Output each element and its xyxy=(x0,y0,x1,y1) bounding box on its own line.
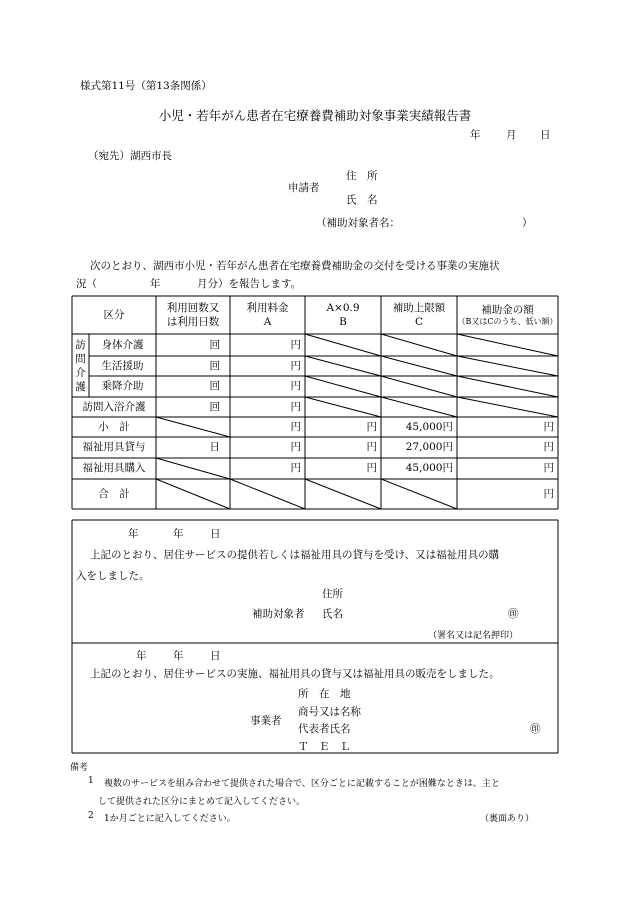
header-subsidy xyxy=(457,296,558,334)
b-unit: 円 xyxy=(366,420,377,433)
back-side-note: （裏面あり） xyxy=(480,814,535,824)
subtotal-label: 小 計 xyxy=(98,420,130,433)
count-unit: 回 xyxy=(209,400,220,413)
count-unit: 日 xyxy=(209,441,220,454)
header-count-line1: 利用回数又 xyxy=(166,301,220,314)
fee-unit: 円 xyxy=(290,359,301,372)
count-unit: 回 xyxy=(209,359,220,372)
seal-mark: ㊞ xyxy=(530,723,541,735)
subject-name-close: ） xyxy=(522,217,533,229)
limit-value: 27,000円 xyxy=(405,441,453,454)
addressee: （宛先）湖西市長 xyxy=(88,150,172,162)
row-label: 訪問入浴介護 xyxy=(82,400,146,413)
header-limit-line1: 補助上限額 xyxy=(392,301,446,314)
applicant-name-label: 氏 名 xyxy=(346,194,378,206)
group-label-char: 訪 xyxy=(75,338,86,351)
seal-mark: ㊞ xyxy=(508,608,519,620)
signature-note: （署名又は記名押印） xyxy=(428,631,519,641)
group-label-home-care xyxy=(72,334,89,397)
row-label: 身体介護 xyxy=(101,338,144,351)
page-title: 小児・若年がん患者在宅療養費補助対象事業実績報告書 xyxy=(158,108,472,123)
fee-unit: 円 xyxy=(290,380,301,393)
remarks-item2-number: 2 xyxy=(88,811,94,821)
header-category: 区分 xyxy=(103,308,125,321)
remarks-item1-number: 1 xyxy=(88,776,94,786)
header-axb-line1: A×0.9 xyxy=(326,301,360,314)
header-fee-line2: A xyxy=(263,316,272,328)
confirm1-text-2: 入をしました。 xyxy=(76,570,150,582)
form-number: 様式第11号（第13条関係） xyxy=(80,80,212,92)
header-subsidy-line1: 補助金の額 xyxy=(481,303,534,316)
fee-unit: 円 xyxy=(290,400,301,413)
intro-line-2-a: 況（ xyxy=(76,278,97,290)
fee-unit: 円 xyxy=(290,441,301,454)
date-year: 年 xyxy=(470,129,481,141)
remarks-item2-text: 1か月ごとに記入してください。 xyxy=(104,814,236,824)
header-axb-line2: B xyxy=(339,316,347,328)
b-unit: 円 xyxy=(366,441,377,454)
rental-label: 福祉用具貸与 xyxy=(82,441,146,454)
header-fee-line1: 利用料金 xyxy=(246,301,289,314)
count-unit: 回 xyxy=(209,380,220,393)
fee-unit: 円 xyxy=(290,462,301,475)
purchase-label: 福祉用具購入 xyxy=(82,462,146,475)
group-label-char: 介 xyxy=(75,366,86,379)
subsidy-unit: 円 xyxy=(543,420,554,433)
date-day: 日 xyxy=(540,129,551,141)
header-count xyxy=(156,296,230,334)
date-month: 月 xyxy=(506,129,517,141)
business-location-label: 所 在 地 xyxy=(298,688,351,700)
confirm2-day: 日 xyxy=(210,650,221,662)
intro-line-2-month: 月分）を報告します。 xyxy=(197,278,302,290)
group-label-char: 護 xyxy=(75,380,86,393)
header-axb xyxy=(305,296,381,334)
row-label: 乗降介助 xyxy=(101,380,144,393)
subsidy-unit: 円 xyxy=(543,487,554,500)
confirm1-month: 年 xyxy=(173,528,184,540)
header-subsidy-line2: （B又はCのうち、低い額） xyxy=(457,316,558,326)
header-limit xyxy=(381,296,457,334)
subsidy-unit: 円 xyxy=(543,462,554,475)
confirm1-name-label: 氏名 xyxy=(322,608,343,620)
total-label: 合 計 xyxy=(98,487,130,500)
header-count-line2: は利用日数 xyxy=(166,316,220,328)
intro-line-1: 次のとおり、湖西市小児・若年がん患者在宅療養費補助金の交付を受ける事業の実施状 xyxy=(90,260,500,272)
count-unit: 回 xyxy=(209,338,220,351)
confirm1-year: 年 xyxy=(128,528,139,540)
remarks-item1-text-b: して提供された区分にまとめて記入してください。 xyxy=(98,797,306,807)
business-trade-name-label: 商号又は名称 xyxy=(298,706,361,718)
confirm2-month: 年 xyxy=(173,650,184,662)
remarks-item1-text-a: 複数のサービスを組み合わせて提供された場合で、区分ごとに記載することが困難なときは、主と xyxy=(104,779,500,789)
confirm1-address-label: 住所 xyxy=(322,588,343,600)
group-label-char: 問 xyxy=(75,352,86,365)
limit-value: 45,000円 xyxy=(405,462,453,475)
confirm1-subject-label: 補助対象者 xyxy=(252,608,305,620)
confirm2-year: 年 xyxy=(136,650,147,662)
business-label: 事業者 xyxy=(250,715,282,727)
business-tel-label: Ｔ Ｅ Ｌ xyxy=(298,741,351,753)
limit-value: 45,000円 xyxy=(405,420,453,433)
row-label: 生活援助 xyxy=(101,359,144,372)
subject-name-label: （補助対象者名： xyxy=(316,217,400,229)
b-unit: 円 xyxy=(366,462,377,475)
applicant-label: 申請者 xyxy=(288,182,320,194)
confirm1-day: 日 xyxy=(210,528,221,540)
confirm2-text: 上記のとおり、居住サービスの実施、福祉用具の貸与又は福祉用具の販売をしました。 xyxy=(90,668,500,680)
business-representative-label: 代表者氏名 xyxy=(298,723,351,735)
fee-unit: 円 xyxy=(290,420,301,433)
header-fee xyxy=(230,296,305,334)
remarks-title: 備考 xyxy=(70,763,89,773)
subsidy-unit: 円 xyxy=(543,441,554,454)
applicant-address-label: 住 所 xyxy=(346,170,378,182)
fee-unit: 円 xyxy=(290,338,301,351)
header-limit-line2: C xyxy=(414,316,424,328)
intro-line-2-year: 年 xyxy=(150,278,161,290)
confirm1-text-1: 上記のとおり、居住サービスの提供若しくは福祉用具の貸与を受け、又は福祉用具の購 xyxy=(90,549,500,561)
